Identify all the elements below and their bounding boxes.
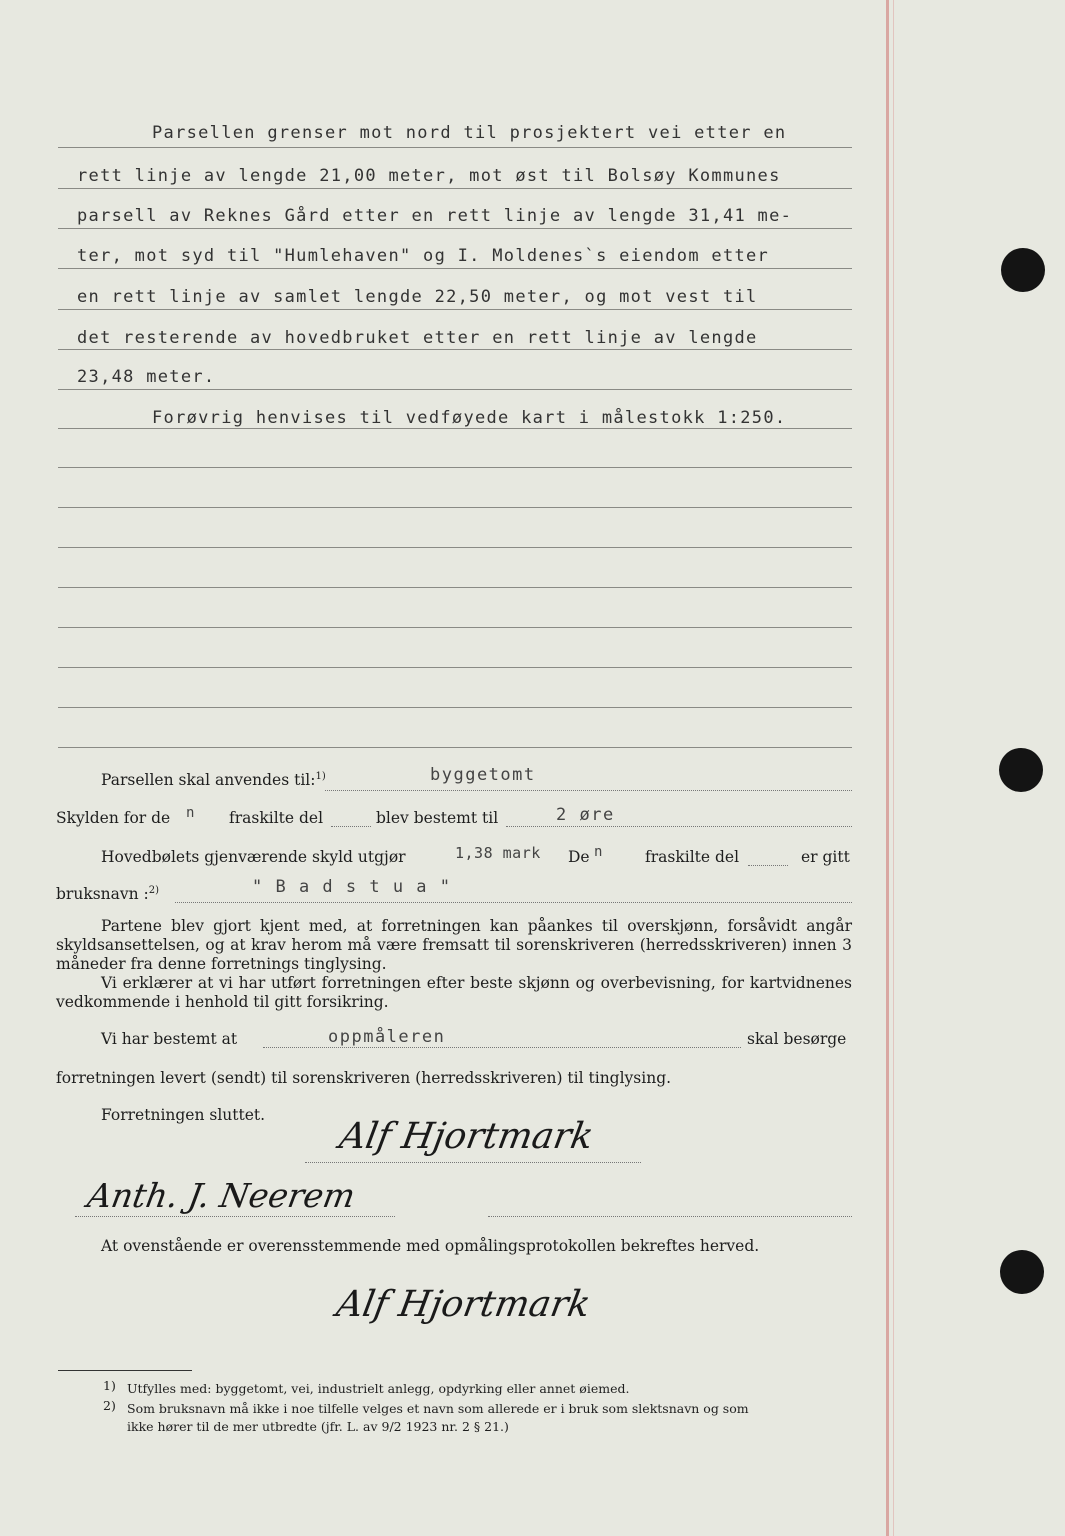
- ruled-line: [58, 309, 852, 310]
- use-dotline: [325, 790, 852, 791]
- ruled-line: [58, 587, 852, 588]
- tax-value: 2 øre: [556, 805, 615, 825]
- signature-surveyor: Alf Hjortmark: [336, 1116, 597, 1157]
- appeal-paragraph: Partene blev gjort kjent med, at forretningen kan påankes til overskjønn, forsåvidt angår skyldsansettelsen, og at krav herom må være fremsatt til sorenskriveren (herredsskriveren) innen 3 måneder fra denne forretnings tinglysing.: [56, 917, 852, 973]
- typed-line-4: ter, mot syd til "Humlehaven" og I. Moldenes`s eiendom etter: [77, 246, 770, 266]
- typed-line-5: en rett linje av samlet lengde 22,50 meter, og mot vest til: [77, 287, 758, 307]
- ended-line: Forretningen sluttet.: [101, 1106, 266, 1124]
- ruled-line: [58, 268, 852, 269]
- declaration-paragraph: Vi erklærer at vi har utført forretningen efter beste skjønn og overbevisning, for kartvidnenes vedkommende i henhold til gitt forsikring.: [56, 974, 852, 1011]
- ruled-line: [58, 747, 852, 748]
- ruled-line: [58, 389, 852, 390]
- main-dotline: [748, 865, 788, 866]
- decided-value: oppmåleren: [328, 1027, 446, 1047]
- main-value: 1,38 mark: [455, 844, 541, 862]
- typed-line-1: Parsellen grenser mot nord til prosjektert vei etter en: [152, 123, 787, 143]
- name-label: bruksnavn :$^{2)}$: [56, 885, 160, 904]
- punch-hole: [1001, 248, 1045, 292]
- tax-n: n: [186, 805, 196, 821]
- signature-dotline: [75, 1216, 395, 1217]
- signature-confirmation: Alf Hjortmark: [333, 1284, 594, 1325]
- margin-rule: [886, 0, 889, 1536]
- punch-hole: [999, 748, 1043, 792]
- footnote-rule: [58, 1370, 192, 1371]
- typed-line-3: parsell av Reknes Gård etter en rett linje av lengde 31,41 me-: [77, 206, 793, 226]
- main-label-c: er gitt: [801, 848, 850, 866]
- punch-hole: [1000, 1250, 1044, 1294]
- tax-value-dotline: [506, 826, 852, 827]
- main-n: n: [594, 844, 604, 860]
- typed-line-2: rett linje av lengde 21,00 meter, mot øst til Bolsøy Kommunes: [77, 166, 781, 186]
- ruled-line: [58, 188, 852, 189]
- ruled-line: [58, 707, 852, 708]
- ruled-line: [58, 467, 852, 468]
- name-dotline: [175, 902, 852, 903]
- signature-dotline: [488, 1216, 852, 1217]
- decided-label-b: skal besørge: [747, 1030, 847, 1048]
- tax-label-b: fraskilte del: [229, 809, 324, 827]
- name-value: " B a d s t u a ": [252, 877, 452, 897]
- ruled-line: [58, 627, 852, 628]
- ruled-line: [58, 667, 852, 668]
- delivered-line: forretningen levert (sendt) til sorenskriveren (herredsskriveren) til tinglysing.: [56, 1069, 672, 1087]
- ruled-line: [58, 349, 852, 350]
- main-label: Hovedbølets gjenværende skyld utgjør: [101, 848, 406, 866]
- footnote-2-mark: 2): [103, 1398, 116, 1413]
- ruled-line: [58, 507, 852, 508]
- typed-line-6: det resterende av hovedbruket etter en rett linje av lengde: [77, 328, 758, 348]
- use-label: Parsellen skal anvendes til:$^{1)}$: [101, 771, 326, 790]
- typed-line-8: Forøvrig henvises til vedføyede kart i målestokk 1:250.: [152, 408, 787, 428]
- typed-line-7: 23,48 meter.: [77, 367, 216, 387]
- main-de: De: [568, 848, 590, 866]
- signature-witness: Anth. J. Neerem: [84, 1176, 359, 1215]
- confirm-line: At ovenstående er overensstemmende med opmålingsprotokollen bekreftes herved.: [101, 1237, 760, 1255]
- main-label-b: fraskilte del: [645, 848, 740, 866]
- ruled-line: [58, 547, 852, 548]
- ruled-line: [58, 428, 852, 429]
- tax-label-a: Skylden for de: [56, 809, 171, 827]
- signature-dotline: [305, 1162, 641, 1163]
- footnote-1-mark: 1): [103, 1378, 116, 1393]
- footnote-2b: ikke hører til de mer utbredte (jfr. L. av 9/2 1923 nr. 2 § 21.): [127, 1419, 509, 1434]
- decided-label-a: Vi har bestemt at: [101, 1030, 238, 1048]
- ruled-line: [58, 228, 852, 229]
- tax-dotline: [331, 826, 371, 827]
- margin-rule-secondary: [893, 0, 894, 1536]
- use-value: byggetomt: [430, 765, 536, 785]
- tax-label-c: blev bestemt til: [376, 809, 499, 827]
- footnote-2a: Som bruksnavn må ikke i noe tilfelle velges et navn som allerede er i bruk som slektsnavn og som: [127, 1401, 749, 1416]
- footnote-1: Utfylles med: byggetomt, vei, industrielt anlegg, opdyrking eller annet øiemed.: [127, 1381, 630, 1396]
- ruled-line: [58, 147, 852, 148]
- decided-dotline: [263, 1047, 741, 1048]
